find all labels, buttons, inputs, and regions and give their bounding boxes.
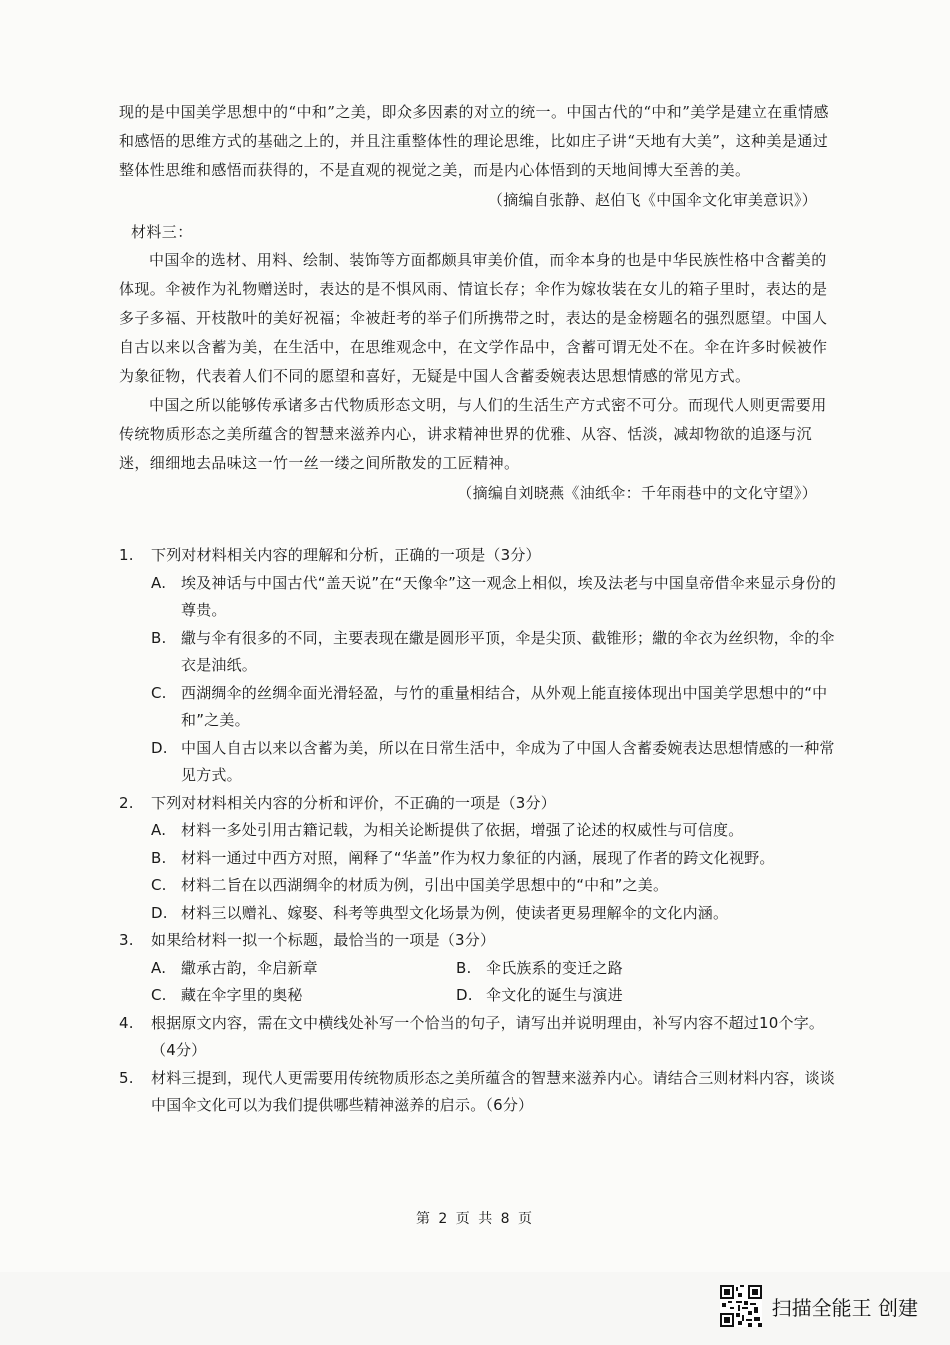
reading-passage	[119, 98, 831, 509]
page-number-footer: 第 2 页 共 8 页	[415, 1211, 535, 1227]
option-letter: A.	[151, 573, 167, 592]
option-text: 材料一多处引用古籍记载，为相关论断提供了依据，增强了论述的权威性与可信度。	[181, 821, 744, 839]
material3-source: （摘编自刘晓燕《油纸伞：千年雨巷中的文化守望》）	[457, 484, 817, 502]
question-stem: 根据原文内容，需在文中横线处补写一个恰当的句子，请写出并说明理由，补写内容不超过10个字。（4分）	[151, 1013, 825, 1059]
option-letter: C.	[151, 986, 167, 1004]
option-text: 材料三以赠礼、嫁娶、科考等典型文化场景为例，使读者更易理解伞的文化内涵。	[181, 903, 729, 922]
question-5	[119, 1065, 839, 1120]
option-letter: C.	[151, 683, 167, 702]
question-3	[119, 927, 839, 955]
question-4	[119, 1010, 839, 1065]
option-text: 材料一通过中西方对照，阐释了“华盖”作为权力象征的内涵，展现了作者的跨文化视野。	[181, 848, 775, 867]
watermark-text: 扫描全能王 创建	[771, 1295, 918, 1320]
option-text: 中国人自古以来以含蓄为美，所以在日常生活中，伞成为了中国人含蓄委婉表达思想情感的一种常见方式。	[181, 738, 835, 784]
material2-source: （摘编自张静、赵伯飞《中国伞文化审美意识》）	[487, 191, 817, 209]
question-stem: 材料三提到，现代人更需要用传统物质形态之美所蕴含的智慧来滋养内心。请结合三则材料内容，谈谈中国伞文化可以为我们提供哪些精神滋养的启示。（6分）	[151, 1068, 836, 1114]
question-1	[119, 542, 839, 570]
question-number: 1.	[119, 546, 134, 564]
question-2-option-d	[119, 900, 839, 928]
option-letter: A.	[151, 821, 167, 839]
option-text: 西湖绸伞的丝绸伞面光滑轻盈，与竹的重量相结合，从外观上能直接体现出中国美学思想中的“中和”之美。	[181, 683, 828, 729]
option-letter: D.	[151, 903, 168, 922]
question-number: 3.	[119, 931, 134, 949]
question-2	[119, 790, 839, 818]
option-text: 伞氏族系的变迁之路	[486, 958, 623, 977]
material2-tail-paragraph: 现的是中国美学思想中的“中和”之美，即众多因素的对立的统一。中国古代的“中和”美学是建立在重情感和感悟的思维方式的基础之上的，并且注重整体性的理论思维，比如庄子讲“天地有大美”，这种美是通过整体性思维和感悟而获得的，不是直观的视觉之美，而是内心体悟到的天地间博大至善的美。	[119, 103, 829, 179]
question-1-option-b	[119, 625, 839, 680]
question-number: 2.	[119, 793, 134, 812]
material3-paragraph-1: 中国伞的选材、用料、绘制、装饰等方面都颇具审美价值，而伞本身的也是中华民族性格中含蓄美的体现。伞被作为礼物赠送时，表达的是不惧风雨、情谊长存；伞作为嫁妆装在女儿的箱子里时，表达的是多子多福、开枝散叶的美好祝福；伞被赶考的举子们所携带之时，表达的是金榜题名的强烈愿望。中国人自古以来以含蓄为美，在生活中，在思维观念中，在文学作品中，含蓄可谓无处不在。伞在许多时候被作为象征物，代表着人们不同的愿望和喜好，无疑是中国人含蓄委婉表达思想情感的常见方式。	[119, 251, 828, 385]
question-3-option-a	[151, 955, 456, 983]
option-text: 繖承古韵，伞启新章	[181, 958, 318, 977]
question-3-option-b	[456, 955, 761, 983]
option-letter: C.	[151, 876, 167, 894]
question-3-option-c	[151, 982, 456, 1010]
question-2-option-b	[119, 845, 839, 873]
scanner-watermark	[720, 1285, 918, 1327]
material3-paragraph-2: 中国之所以能够传承诸多古代物质形态文明，与人们的生活生产方式密不可分。而现代人则更需要用传统物质形态之美所蕴含的智慧来滋养内心，讲求精神世界的优雅、从容、恬淡，减却物欲的追逐与沉迷，细细地去品味这一竹一丝一缕之间所散发的工匠精神。	[119, 396, 827, 472]
question-2-option-a	[119, 817, 839, 845]
option-letter: D.	[151, 738, 168, 757]
question-1-option-d	[119, 735, 839, 790]
option-text: 藏在伞字里的奥秘	[181, 986, 303, 1004]
option-letter: B.	[456, 958, 472, 977]
option-text: 繖与伞有很多的不同，主要表现在繖是圆形平顶，伞是尖顶、截锥形；繖的伞衣为丝织物，伞的伞衣是油纸。	[181, 628, 835, 674]
question-stem: 下列对材料相关内容的分析和评价，不正确的一项是（3分）	[151, 793, 556, 812]
option-letter: B.	[151, 848, 167, 867]
option-letter: D.	[456, 986, 473, 1004]
question-1-option-c	[119, 680, 839, 735]
option-letter: B.	[151, 628, 167, 647]
option-text: 伞文化的诞生与演进	[486, 986, 623, 1004]
question-3-options-row-2	[119, 982, 839, 1010]
question-1-option-a	[119, 570, 839, 625]
option-letter: A.	[151, 958, 167, 977]
qr-code-icon	[720, 1285, 762, 1327]
question-3-option-d	[456, 982, 761, 1010]
question-stem: 下列对材料相关内容的理解和分析，正确的一项是（3分）	[151, 546, 541, 564]
question-stem: 如果给材料一拟一个标题，最恰当的一项是（3分）	[151, 931, 496, 949]
material3-heading: 材料三：	[131, 223, 193, 241]
question-number: 5.	[119, 1068, 134, 1087]
question-3-options-row-1	[119, 955, 839, 983]
question-list	[119, 542, 839, 1120]
option-text: 埃及神话与中国古代“盖天说”在“天像伞”这一观念上相似，埃及法老与中国皇帝借伞来显示身份的尊贵。	[181, 573, 837, 619]
option-text: 材料二旨在以西湖绸伞的材质为例，引出中国美学思想中的“中和”之美。	[181, 876, 669, 894]
question-number: 4.	[119, 1013, 134, 1032]
question-2-option-c	[119, 872, 839, 900]
